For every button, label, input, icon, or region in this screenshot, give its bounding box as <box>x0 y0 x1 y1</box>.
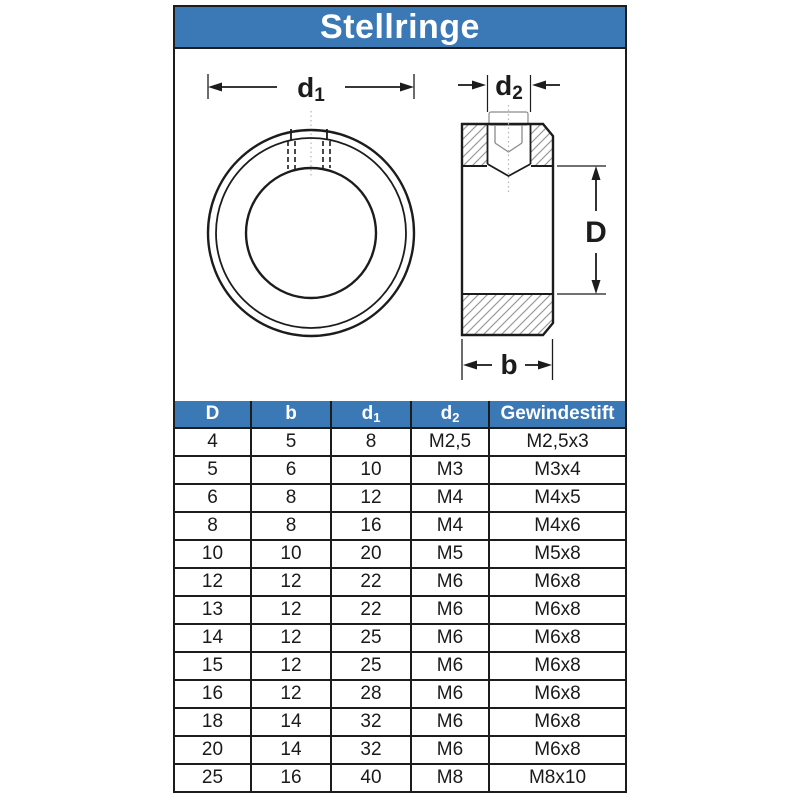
header-row <box>175 401 625 428</box>
d1-dimension-label: d1 <box>297 72 325 106</box>
table-cell: 6 <box>175 484 251 512</box>
column-header: $d_2$ <box>411 401 489 428</box>
table-cell: 4 <box>175 428 251 456</box>
table-cell: 12 <box>251 680 331 708</box>
table-cell: 12 <box>175 568 251 596</box>
title-bar <box>175 7 625 49</box>
table-row <box>175 596 625 624</box>
table-row <box>175 484 625 512</box>
table-cell: M6x8 <box>489 624 625 652</box>
column-header: b <box>251 401 331 428</box>
table-cell: M4 <box>411 512 489 540</box>
table-cell: 6 <box>251 456 331 484</box>
table-cell: M3x4 <box>489 456 625 484</box>
table-cell: M6 <box>411 596 489 624</box>
table-cell: 14 <box>175 624 251 652</box>
table-cell: 5 <box>175 456 251 484</box>
table-row <box>175 708 625 736</box>
table-cell: M3 <box>411 456 489 484</box>
table-cell: M4x5 <box>489 484 625 512</box>
d2-dimension-label: d2 <box>495 70 523 104</box>
table-cell: 15 <box>175 652 251 680</box>
spec-table-body <box>175 428 625 791</box>
arrow-left-icon <box>463 361 477 370</box>
table-cell: 22 <box>331 596 411 624</box>
table-cell: 12 <box>251 652 331 680</box>
D-dimension-label: D <box>585 216 607 249</box>
table-row <box>175 764 625 791</box>
table-cell: 8 <box>251 484 331 512</box>
column-header: $d_1$ <box>331 401 411 428</box>
table-row <box>175 736 625 764</box>
table-row <box>175 652 625 680</box>
table-cell: M6x8 <box>489 680 625 708</box>
table-cell: 12 <box>251 596 331 624</box>
table-cell: 25 <box>331 652 411 680</box>
table-cell: 8 <box>331 428 411 456</box>
table-cell: 16 <box>251 764 331 791</box>
table-cell: M6x8 <box>489 596 625 624</box>
hex-socket <box>495 125 522 152</box>
table-cell: 25 <box>331 624 411 652</box>
table-cell: M2,5 <box>411 428 489 456</box>
arrow-left-icon <box>532 81 546 90</box>
front-view-drawing <box>208 72 414 336</box>
table-row <box>175 428 625 456</box>
datasheet <box>173 5 627 793</box>
spec-table-header <box>175 401 625 428</box>
table-cell: M6x8 <box>489 652 625 680</box>
table-cell: 12 <box>251 624 331 652</box>
table-cell: 32 <box>331 736 411 764</box>
table-cell: 20 <box>331 540 411 568</box>
arrow-right-icon <box>538 361 552 370</box>
table-cell: M6 <box>411 568 489 596</box>
table-cell: M8 <box>411 764 489 791</box>
table-cell: 10 <box>251 540 331 568</box>
table-row <box>175 624 625 652</box>
table-cell: 12 <box>251 568 331 596</box>
table-cell: 22 <box>331 568 411 596</box>
table-cell: 13 <box>175 596 251 624</box>
table-cell: 8 <box>251 512 331 540</box>
table-cell: 14 <box>251 736 331 764</box>
arrow-right-icon <box>400 83 414 92</box>
table-cell: 10 <box>331 456 411 484</box>
table-cell: 25 <box>175 764 251 791</box>
section-hatching <box>462 124 553 335</box>
technical-drawing-area <box>175 49 625 401</box>
table-cell: 10 <box>175 540 251 568</box>
table-cell: M6 <box>411 736 489 764</box>
table-row <box>175 512 625 540</box>
table-cell: M6 <box>411 680 489 708</box>
technical-drawing-svg <box>175 49 625 401</box>
table-cell: M4 <box>411 484 489 512</box>
bore-circle <box>246 168 376 298</box>
table-cell: M6 <box>411 708 489 736</box>
hidden-thread-lines <box>288 141 330 169</box>
table-cell: 40 <box>331 764 411 791</box>
table-cell: 12 <box>331 484 411 512</box>
arrow-left-icon <box>208 83 222 92</box>
table-cell: M5x8 <box>489 540 625 568</box>
b-dimension-label: b <box>500 349 518 380</box>
table-cell: M6x8 <box>489 708 625 736</box>
column-header: D <box>175 401 251 428</box>
table-cell: M5 <box>411 540 489 568</box>
table-cell: M4x6 <box>489 512 625 540</box>
arrow-up-icon <box>592 166 601 180</box>
table-cell: M2,5x3 <box>489 428 625 456</box>
table-cell: M8x10 <box>489 764 625 791</box>
table-cell: 28 <box>331 680 411 708</box>
table-cell: M6 <box>411 624 489 652</box>
table-cell: M6 <box>411 652 489 680</box>
table-row <box>175 568 625 596</box>
spec-table <box>175 401 625 791</box>
table-cell: 20 <box>175 736 251 764</box>
page-title: Stellringe <box>320 7 480 46</box>
table-cell: 8 <box>175 512 251 540</box>
table-row <box>175 540 625 568</box>
table-row <box>175 680 625 708</box>
table-cell: M6x8 <box>489 568 625 596</box>
column-header: Gewindestift <box>489 401 625 428</box>
arrow-right-icon <box>472 81 486 90</box>
table-cell: 32 <box>331 708 411 736</box>
table-row <box>175 456 625 484</box>
screw-point <box>488 164 531 176</box>
table-cell: 18 <box>175 708 251 736</box>
arrow-down-icon <box>592 280 601 294</box>
table-cell: 14 <box>251 708 331 736</box>
table-cell: 5 <box>251 428 331 456</box>
table-cell: M6x8 <box>489 736 625 764</box>
table-cell: 16 <box>331 512 411 540</box>
table-cell: 16 <box>175 680 251 708</box>
side-view-drawing <box>458 70 607 380</box>
